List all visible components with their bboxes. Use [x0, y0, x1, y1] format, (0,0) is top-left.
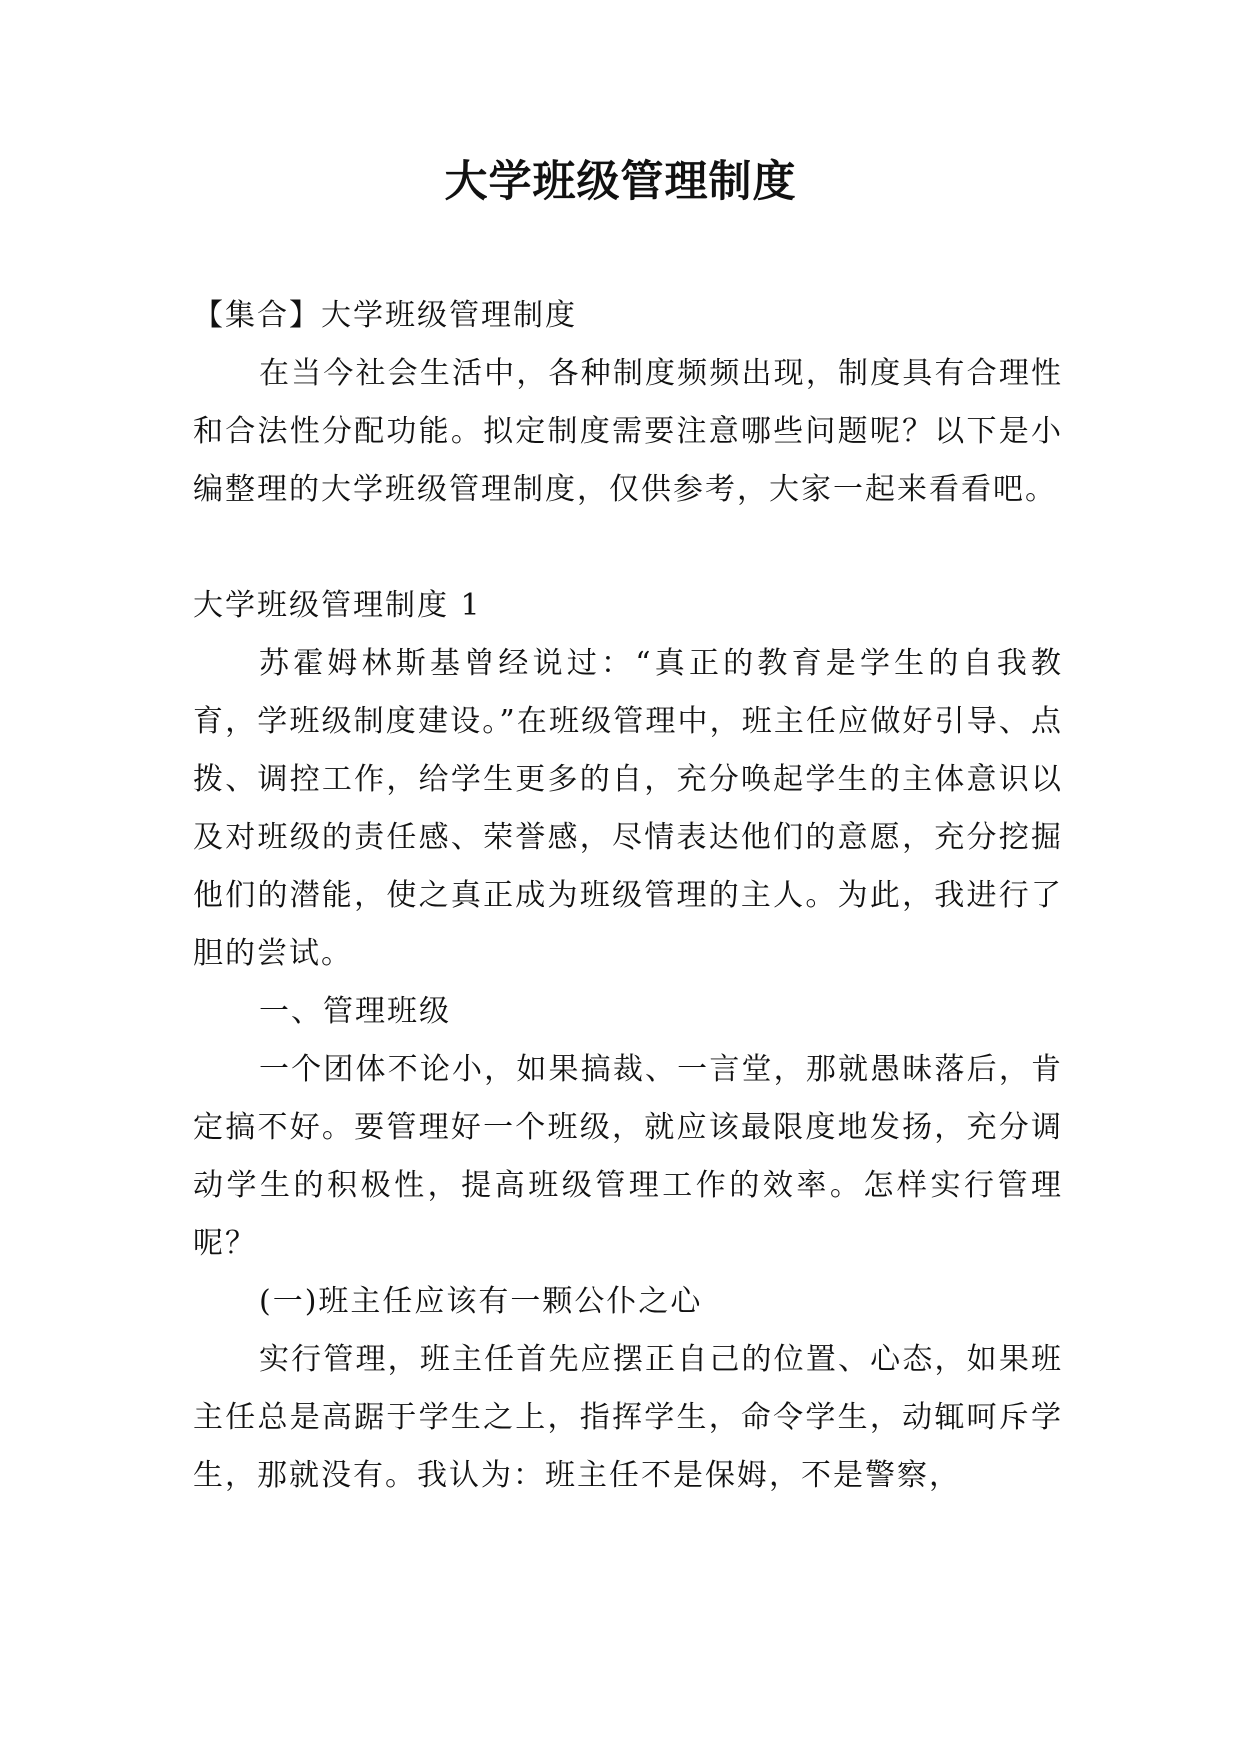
- section-paragraph-2: 一个团体不论小，如果搞裁、一言堂，那就愚昧落后，肯定搞不好。要管理好一个班级，就应该最限度地发扬，充分调动学生的积极性，提高班级管理工作的效率。怎样实行管理呢？: [193, 1052, 1063, 1261]
- subheading-management: 一、管理班级: [259, 994, 451, 1029]
- document-title: 大学班级管理制度: [444, 157, 797, 207]
- section-heading: 大学班级管理制度 1: [193, 588, 482, 623]
- paragraph-spacer: [193, 519, 1063, 577]
- section-paragraph-1: 苏霍姆林斯基曾经说过：“真正的教育是学生的自我教育，学班级制度建设。”在班级管理中，班主任应做好引导、点拨、调控工作，给学生更多的自，充分唤起学生的主体意识以及对班级的责任感、荣誉感，尽情表达他们的意愿，充分挖掘他们的潜能，使之真正成为班级管理的主人。为此，我进行了胆的尝试。: [193, 646, 1063, 971]
- section-paragraph-3: 实行管理，班主任首先应摆正自己的位置、心态，如果班主任总是高踞于学生之上，指挥学生，命令学生，动辄呵斥学生，那就没有。我认为：班主任不是保姆，不是警察，: [193, 1342, 1063, 1493]
- intro-paragraph: 在当今社会生活中，各种制度频频出现，制度具有合理性和合法性分配功能。拟定制度需要注意哪些问题呢？以下是小编整理的大学班级管理制度，仅供参考，大家一起来看看吧。: [193, 356, 1063, 507]
- subheading-servant-heart: (一)班主任应该有一颗公仆之心: [259, 1284, 703, 1319]
- collection-heading: 【集合】大学班级管理制度: [193, 298, 577, 333]
- document-body: [193, 287, 1063, 1505]
